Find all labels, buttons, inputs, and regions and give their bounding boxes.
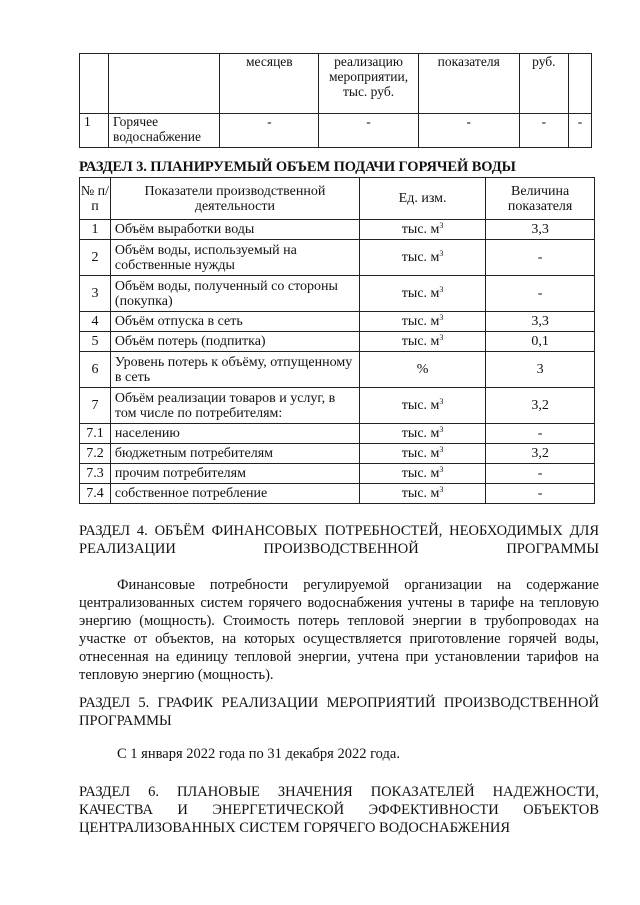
table-header-row — [80, 178, 595, 220]
unit-superscript: 3 — [439, 285, 444, 294]
header-number: № п/п — [80, 178, 111, 220]
section-4-paragraph: Финансовые потребности регулируемой организации на содержание централизованных систем горячего водоснабжения учтены в тарифе на тепловую энергию (мощность). Стоимость потерь тепловой энергии в трубопроводах на участке от объектов, на которых осуществляется приготовление горячей воды, отнесенная на единицу тепловой энергии, учтена при установлении тарифов на тепловую энергию (мощность). — [79, 577, 599, 683]
previous-table-continuation — [79, 53, 592, 148]
table-cell: - — [220, 114, 319, 148]
row-unit — [359, 352, 485, 388]
table-row — [80, 312, 595, 332]
row-indicator: бюджетным потребителям — [110, 444, 359, 464]
row-indicator: прочим потребителям — [110, 464, 359, 484]
unit-superscript: 3 — [439, 249, 444, 258]
unit-text: тыс. м — [401, 250, 440, 265]
row-unit — [359, 312, 485, 332]
unit-superscript: 3 — [439, 333, 444, 342]
row-indicator: Объём выработки воды — [110, 220, 359, 240]
row-value: 3,3 — [486, 312, 595, 332]
header-indicator: Показатели производственной деятельности — [110, 178, 359, 220]
table-cell — [109, 54, 220, 114]
unit-text: тыс. м — [401, 426, 440, 441]
table-cell: - — [319, 114, 418, 148]
table-cell: месяцев — [220, 54, 319, 114]
row-number: 4 — [80, 312, 111, 332]
row-value: 0,1 — [486, 332, 595, 352]
table-cell — [80, 54, 109, 114]
row-value: - — [486, 276, 595, 312]
row-indicator: Уровень потерь к объёму, отпущенному в сеть — [110, 352, 359, 388]
section-4-title: РАЗДЕЛ 4. ОБЪЁМ ФИНАНСОВЫХ ПОТРЕБНОСТЕЙ, НЕОБХОДИМЫХ ДЛЯ РЕАЛИЗАЦИИ ПРОИЗВОДСТВЕННОЙ ПРОГРАММЫ — [79, 523, 599, 557]
table-body — [80, 220, 595, 504]
row-indicator: Объём потерь (подпитка) — [110, 332, 359, 352]
table-row — [80, 114, 592, 148]
row-number: 7.1 — [80, 424, 111, 444]
row-number: 5 — [80, 332, 111, 352]
unit-text: тыс. м — [401, 486, 440, 501]
unit-superscript: 3 — [439, 397, 444, 406]
table-row — [80, 424, 595, 444]
row-indicator: населению — [110, 424, 359, 444]
row-value: 3,2 — [486, 388, 595, 424]
row-value: 3,3 — [486, 220, 595, 240]
table-row — [80, 444, 595, 464]
unit-superscript: 3 — [439, 313, 444, 322]
row-indicator: Объём воды, используемый на собственные нужды — [110, 240, 359, 276]
section-6-title: РАЗДЕЛ 6. ПЛАНОВЫЕ ЗНАЧЕНИЯ ПОКАЗАТЕЛЕЙ НАДЕЖНОСТИ, КАЧЕСТВА И ЭНЕРГЕТИЧЕСКОЙ ЭФФЕКТИВНОСТИ ОБЪЕКТОВ ЦЕНТРАЛИЗОВАННЫХ СИСТЕМ ГОРЯЧЕГО ВОДОСНАБЖЕНИЯ — [79, 784, 599, 836]
row-value: 3,2 — [486, 444, 595, 464]
table-cell: - — [418, 114, 519, 148]
row-unit — [359, 388, 485, 424]
table-row — [80, 276, 595, 312]
section-5-paragraph: С 1 января 2022 года по 31 декабря 2022 года. — [117, 746, 400, 762]
planned-volume-table — [79, 177, 595, 504]
unit-text: тыс. м — [401, 314, 440, 329]
unit-superscript: 3 — [439, 445, 444, 454]
unit-text: тыс. м — [401, 334, 440, 349]
table-cell: - — [519, 114, 568, 148]
table-row — [80, 388, 595, 424]
table-cell: руб. — [519, 54, 568, 114]
row-value: - — [486, 240, 595, 276]
row-value: - — [486, 464, 595, 484]
row-value: 3 — [486, 352, 595, 388]
unit-text: тыс. м — [401, 398, 440, 413]
unit-text: % — [416, 362, 429, 377]
row-indicator: собственное потребление — [110, 484, 359, 504]
unit-text: тыс. м — [401, 466, 440, 481]
unit-text: тыс. м — [401, 222, 440, 237]
row-unit — [359, 484, 485, 504]
table-cell: - — [568, 114, 591, 148]
row-number: 1 — [80, 114, 109, 148]
table-cell: показателя — [418, 54, 519, 114]
unit-superscript: 3 — [439, 221, 444, 230]
unit-text: тыс. м — [401, 286, 440, 301]
table-row — [80, 464, 595, 484]
row-number: 3 — [80, 276, 111, 312]
table-row — [80, 484, 595, 504]
row-value: - — [486, 484, 595, 504]
table-row — [80, 240, 595, 276]
table-row — [80, 332, 595, 352]
row-value: - — [486, 424, 595, 444]
row-indicator: Объём воды, полученный со стороны (покупка) — [110, 276, 359, 312]
row-indicator: Объём отпуска в сеть — [110, 312, 359, 332]
row-number: 6 — [80, 352, 111, 388]
header-value: Величина показателя — [486, 178, 595, 220]
row-indicator: Объём реализации товаров и услуг, в том числе по потребителям: — [110, 388, 359, 424]
section-5-title: РАЗДЕЛ 5. ГРАФИК РЕАЛИЗАЦИИ МЕРОПРИЯТИЙ ПРОИЗВОДСТВЕННОЙ ПРОГРАММЫ — [79, 695, 599, 729]
unit-superscript: 3 — [439, 465, 444, 474]
row-number: 2 — [80, 240, 111, 276]
table-row — [80, 352, 595, 388]
row-unit — [359, 464, 485, 484]
section-3-title: РАЗДЕЛ 3. ПЛАНИРУЕМЫЙ ОБЪЕМ ПОДАЧИ ГОРЯЧЕЙ ВОДЫ — [79, 159, 516, 175]
table-row — [80, 220, 595, 240]
row-number: 1 — [80, 220, 111, 240]
row-name: Горячее водоснабжение — [109, 114, 220, 148]
row-number: 7.2 — [80, 444, 111, 464]
row-unit — [359, 276, 485, 312]
unit-superscript: 3 — [439, 485, 444, 494]
row-unit — [359, 424, 485, 444]
row-number: 7.3 — [80, 464, 111, 484]
table-cell: реализацию мероприятии, тыс. руб. — [319, 54, 418, 114]
table-cell — [568, 54, 591, 114]
row-number: 7 — [80, 388, 111, 424]
row-unit — [359, 240, 485, 276]
row-unit — [359, 220, 485, 240]
table-header-row — [80, 54, 592, 114]
unit-text: тыс. м — [401, 446, 440, 461]
header-unit: Ед. изм. — [359, 178, 485, 220]
row-unit — [359, 444, 485, 464]
row-unit — [359, 332, 485, 352]
row-number: 7.4 — [80, 484, 111, 504]
unit-superscript: 3 — [439, 425, 444, 434]
